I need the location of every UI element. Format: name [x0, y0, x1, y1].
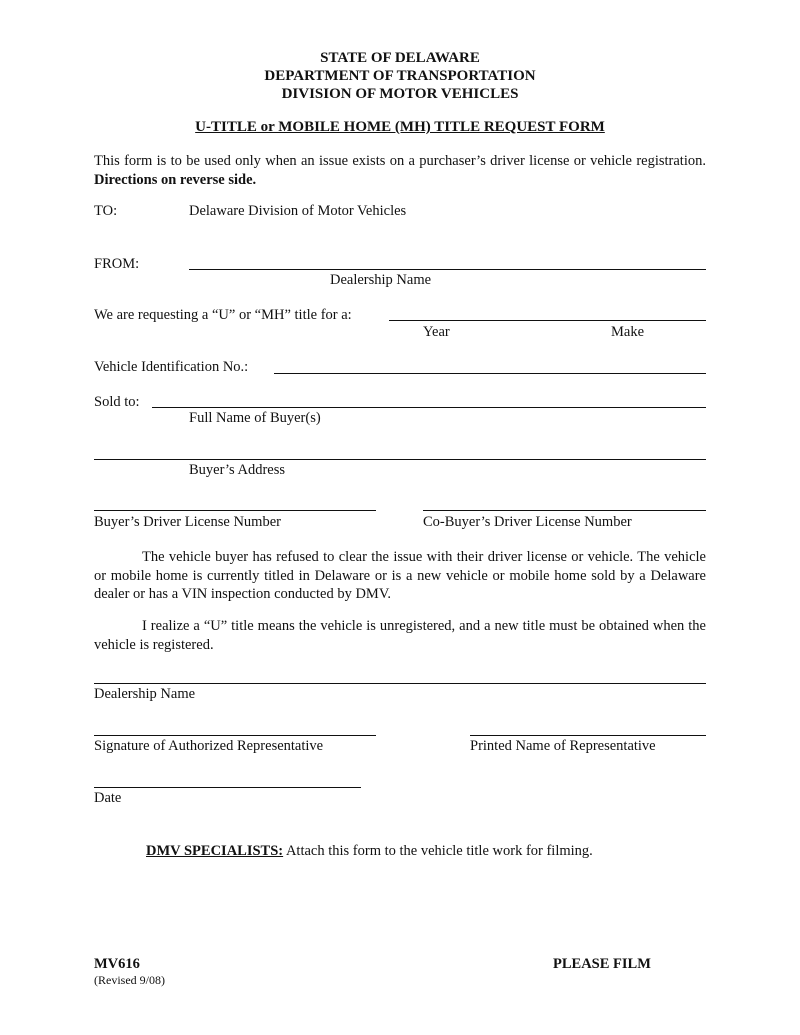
header-division: DIVISION OF MOTOR VEHICLES — [281, 86, 519, 102]
specialists-note — [146, 843, 593, 860]
to-value: Delaware Division of Motor Vehicles — [189, 203, 407, 219]
acknowledgement-paragraph: I realize a “U” title means the vehicle is unregistered, and a new title must be obtained when the vehicle is registered. — [94, 618, 706, 653]
year-caption: Year — [423, 324, 450, 340]
dealership-name-field[interactable] — [189, 269, 706, 270]
buyer-address-caption: Buyer’s Address — [189, 462, 285, 478]
date-field[interactable] — [94, 787, 361, 788]
request-label: We are requesting a “U” or “MH” title for a: — [94, 307, 352, 323]
buyer-address-field[interactable] — [94, 459, 706, 460]
signature-caption: Signature of Authorized Representative — [94, 738, 324, 754]
dealership-name-signature-caption: Dealership Name — [94, 686, 196, 702]
vin-label: Vehicle Identification No.: — [94, 359, 249, 375]
sold-to-label: Sold to: — [94, 394, 140, 410]
make-caption: Make — [611, 324, 645, 340]
intro-directions: Directions on reverse side. — [94, 171, 257, 188]
from-label: FROM: — [94, 256, 140, 272]
printed-name-field[interactable] — [470, 735, 706, 736]
signature-field[interactable] — [94, 735, 376, 736]
dealership-name-signature-field[interactable] — [94, 683, 706, 684]
form-number: MV616 — [94, 956, 140, 972]
dealership-name-caption: Dealership Name — [330, 272, 432, 288]
cobuyer-license-caption: Co-Buyer’s Driver License Number — [423, 514, 632, 530]
buyer-name-field[interactable] — [152, 407, 706, 408]
form-title: U-TITLE or MOBILE HOME (MH) TITLE REQUEST FORM — [195, 119, 605, 135]
date-caption: Date — [94, 790, 122, 806]
specialists-text: Attach this form to the vehicle title work for filming. — [283, 843, 593, 859]
vin-field[interactable] — [274, 373, 706, 374]
revised-date: (Revised 9/08) — [94, 973, 165, 987]
buyer-name-caption: Full Name of Buyer(s) — [189, 410, 321, 426]
intro-text: This form is to be used only when an issue exists on a purchaser’s driver license or vehicle registration. — [94, 153, 706, 169]
refusal-paragraph: The vehicle buyer has refused to clear the issue with their driver license or vehicle. The vehicle or mobile home is currently titled in Delaware or is a new vehicle or mobile home sold by a Delaware dealer or has a VIN inspection conducted by DMV. — [94, 549, 706, 602]
intro-paragraph — [94, 152, 706, 189]
to-label: TO: — [94, 203, 118, 219]
year-make-field[interactable] — [389, 320, 706, 321]
printed-name-caption: Printed Name of Representative — [470, 738, 656, 754]
specialists-label: DMV SPECIALISTS: — [146, 843, 284, 859]
buyer-license-caption: Buyer’s Driver License Number — [94, 514, 281, 530]
buyer-license-field[interactable] — [94, 510, 376, 511]
cobuyer-license-field[interactable] — [423, 510, 706, 511]
header-state: STATE OF DELAWARE — [320, 50, 480, 66]
header-department: DEPARTMENT OF TRANSPORTATION — [264, 68, 536, 84]
please-film: PLEASE FILM — [553, 956, 651, 972]
